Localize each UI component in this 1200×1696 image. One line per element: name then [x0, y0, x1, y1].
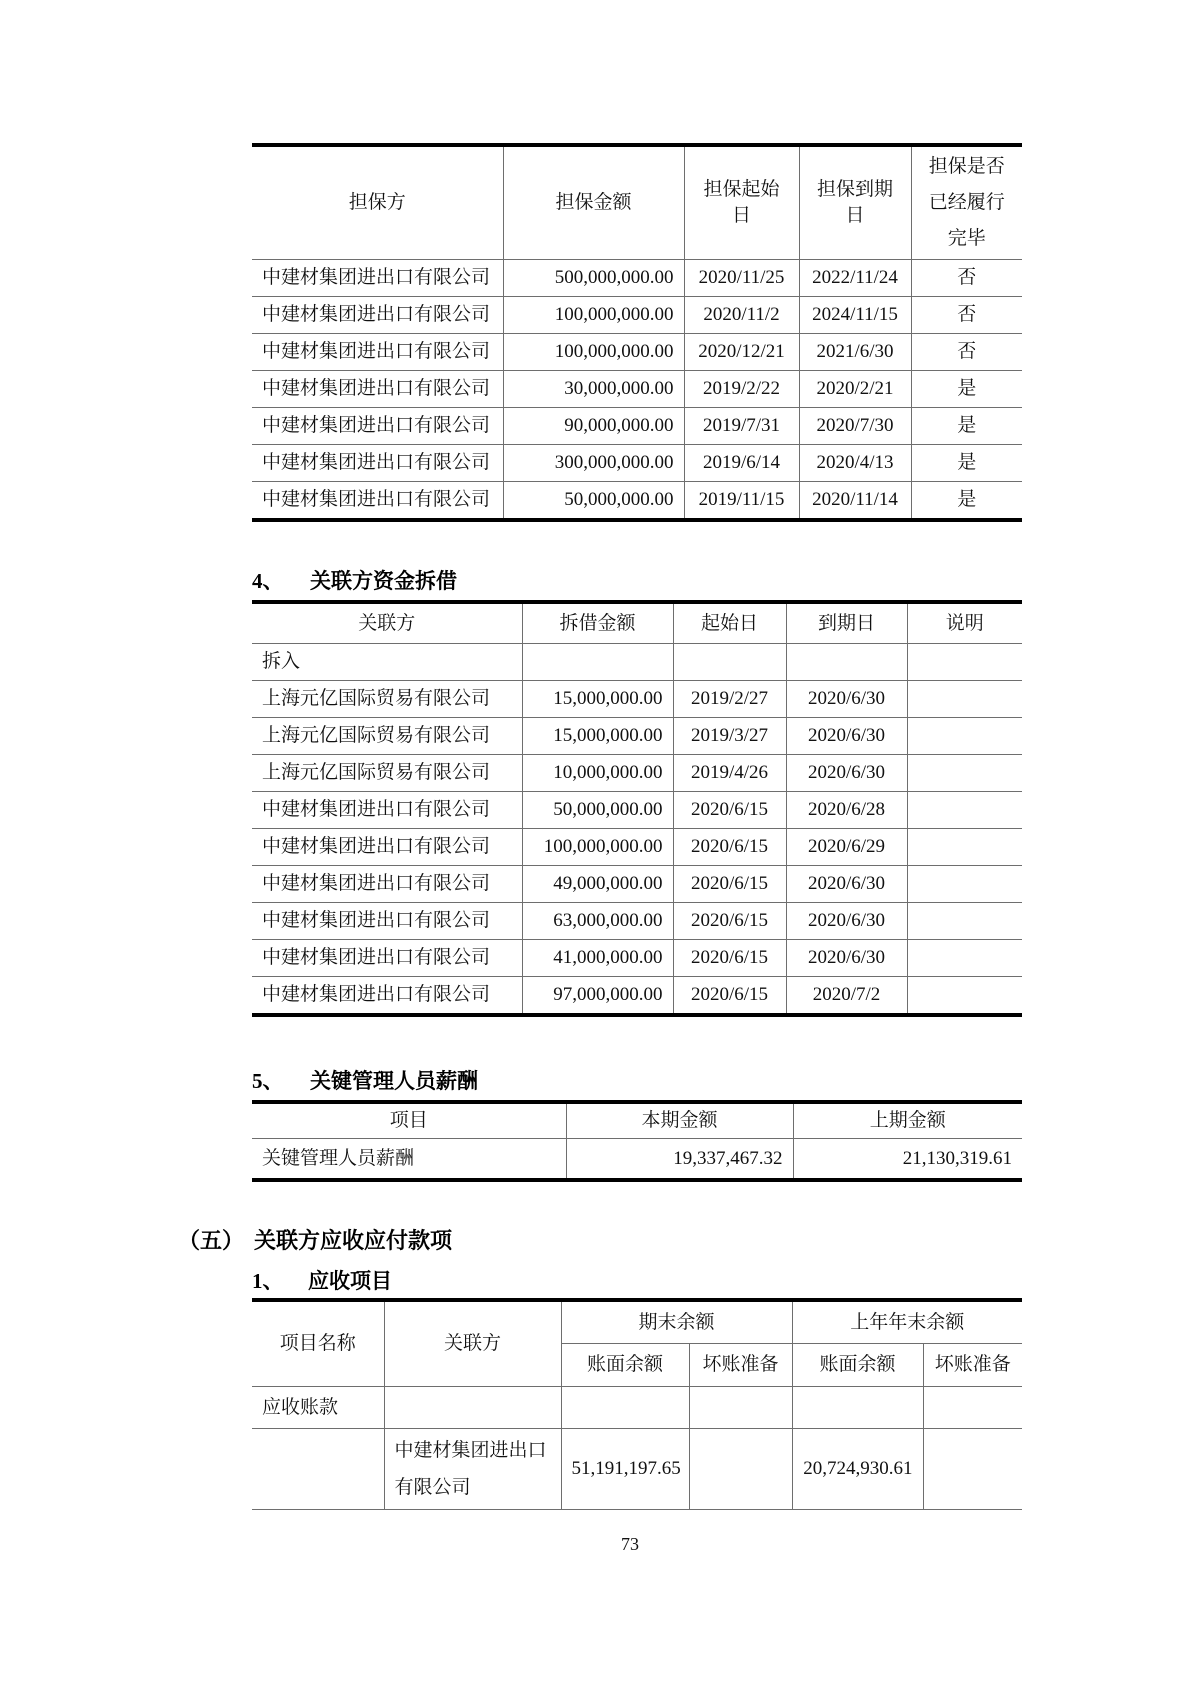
end-date-cell: 2020/6/30 [786, 903, 907, 940]
party-cell: 上海元亿国际贸易有限公司 [252, 755, 522, 792]
guarantee-fulfilled-header [911, 145, 1022, 260]
table-row [252, 408, 1022, 445]
fulfilled-header-line3: 完毕 [947, 228, 986, 249]
end-date-cell: 2021/6/30 [799, 334, 911, 371]
table-row [252, 866, 1022, 903]
note-cell [907, 718, 1022, 755]
table-row [252, 1139, 1022, 1181]
end-date-cell: 2020/7/30 [799, 408, 911, 445]
section-title: 关键管理人员薪酬 [310, 1069, 478, 1093]
amount-cell: 15,000,000.00 [522, 718, 673, 755]
party-cell: 中建材集团进出口有限公司 [252, 829, 522, 866]
ending-baddebt-cell [689, 1387, 792, 1429]
table-header-row [252, 1102, 1022, 1139]
table-row [252, 977, 1022, 1016]
table-row [252, 297, 1022, 334]
amount-cell: 500,000,000.00 [503, 260, 684, 297]
table-header-row [252, 602, 1022, 644]
end-date-cell: 2020/6/30 [786, 940, 907, 977]
guarantor-cell: 中建材集团进出口有限公司 [252, 408, 503, 445]
note-cell [907, 903, 1022, 940]
end-date-cell: 2020/11/14 [799, 482, 911, 521]
guarantor-cell: 中建材集团进出口有限公司 [252, 297, 503, 334]
start-date-cell: 2019/6/14 [684, 445, 799, 482]
ending-book-cell: 51,191,197.65 [561, 1429, 689, 1510]
amount-cell: 63,000,000.00 [522, 903, 673, 940]
amount-cell: 97,000,000.00 [522, 977, 673, 1016]
note-cell [907, 755, 1022, 792]
party-cell: 中建材集团进出口有限公司 [252, 940, 522, 977]
guarantee-table [252, 143, 1022, 522]
end-date-cell: 2020/6/30 [786, 681, 907, 718]
table-row [252, 903, 1022, 940]
section-number: 5、 [252, 1069, 284, 1093]
guarantee-start-header: 担保起始日 [684, 145, 799, 260]
section-title: 关联方资金拆借 [310, 569, 457, 593]
section-heading-receivables-payables [178, 1228, 452, 1254]
guarantor-cell: 中建材集团进出口有限公司 [252, 445, 503, 482]
end-date-cell: 2020/2/21 [799, 371, 911, 408]
amount-cell: 300,000,000.00 [503, 445, 684, 482]
section-number: 4、 [252, 569, 284, 593]
item-header: 项目 [252, 1102, 566, 1139]
guarantee-amount-header: 担保金额 [503, 145, 684, 260]
item-name-cell [252, 1429, 384, 1510]
fulfilled-cell: 是 [911, 371, 1022, 408]
guarantor-cell: 中建材集团进出口有限公司 [252, 371, 503, 408]
note-cell [907, 977, 1022, 1016]
amount-cell: 50,000,000.00 [503, 482, 684, 521]
table-row [252, 1429, 1022, 1510]
end-date-cell: 2024/11/15 [799, 297, 911, 334]
party-cell: 上海元亿国际贸易有限公司 [252, 718, 522, 755]
table-row [252, 940, 1022, 977]
end-date-cell: 2020/6/30 [786, 718, 907, 755]
section-heading-lending [252, 568, 457, 594]
fulfilled-cell: 是 [911, 445, 1022, 482]
prior-year-balance-header: 上年年末余额 [792, 1300, 1022, 1344]
lending-table [252, 600, 1022, 1017]
start-date-cell: 2020/6/15 [673, 977, 786, 1016]
end-date-cell: 2022/11/24 [799, 260, 911, 297]
guarantor-cell: 中建材集团进出口有限公司 [252, 334, 503, 371]
fulfilled-cell: 是 [911, 482, 1022, 521]
amount-cell: 90,000,000.00 [503, 408, 684, 445]
end-date-cell: 2020/6/28 [786, 792, 907, 829]
party-cell: 上海元亿国际贸易有限公司 [252, 681, 522, 718]
table-row [252, 260, 1022, 297]
end-date-cell: 2020/4/13 [799, 445, 911, 482]
prior-book-header: 账面余额 [792, 1344, 923, 1387]
table-header-row [252, 1300, 1022, 1344]
current-amount-cell: 19,337,467.32 [566, 1139, 793, 1181]
group-label-row [252, 644, 1022, 681]
party-cell: 中建材集团进出口有限公司 [252, 977, 522, 1016]
group-label-cell: 拆入 [252, 644, 522, 681]
section-heading-compensation [252, 1068, 478, 1094]
guarantor-cell: 中建材集团进出口有限公司 [252, 482, 503, 521]
start-date-cell: 2019/7/31 [684, 408, 799, 445]
item-cell: 关键管理人员薪酬 [252, 1139, 566, 1181]
item-name-cell: 应收账款 [252, 1387, 384, 1429]
current-period-header: 本期金额 [566, 1102, 793, 1139]
end-date-cell: 2020/6/29 [786, 829, 907, 866]
empty-cell [673, 644, 786, 681]
start-date-cell: 2020/6/15 [673, 940, 786, 977]
end-date-cell: 2020/7/2 [786, 977, 907, 1016]
guarantor-header: 担保方 [252, 145, 503, 260]
start-date-cell: 2020/6/15 [673, 903, 786, 940]
start-date-cell: 2020/12/21 [684, 334, 799, 371]
table-row [252, 829, 1022, 866]
start-date-cell: 2019/3/27 [673, 718, 786, 755]
start-date-cell: 2020/11/2 [684, 297, 799, 334]
empty-cell [522, 644, 673, 681]
prior-period-header: 上期金额 [793, 1102, 1022, 1139]
start-date-cell: 2020/6/15 [673, 792, 786, 829]
table-row [252, 792, 1022, 829]
ending-book-cell [561, 1387, 689, 1429]
party-cell [384, 1387, 561, 1429]
prior-baddebt-header: 坏账准备 [923, 1344, 1022, 1387]
prior-book-cell: 20,724,930.61 [792, 1429, 923, 1510]
ending-balance-header: 期末余额 [561, 1300, 792, 1344]
note-cell [907, 866, 1022, 903]
lending-start-header: 起始日 [673, 602, 786, 644]
party-header: 关联方 [252, 602, 522, 644]
prior-baddebt-cell [923, 1429, 1022, 1510]
lending-note-header: 说明 [907, 602, 1022, 644]
note-cell [907, 792, 1022, 829]
start-date-cell: 2019/11/15 [684, 482, 799, 521]
amount-cell: 41,000,000.00 [522, 940, 673, 977]
section-title: 关联方应收应付款项 [254, 1228, 453, 1253]
prior-amount-cell: 21,130,319.61 [793, 1139, 1022, 1181]
note-cell [907, 940, 1022, 977]
table-row [252, 755, 1022, 792]
party-cell: 中建材集团进出口有限公司 [384, 1429, 561, 1510]
start-date-cell: 2020/6/15 [673, 866, 786, 903]
table-row [252, 371, 1022, 408]
lending-end-header: 到期日 [786, 602, 907, 644]
party-cell: 中建材集团进出口有限公司 [252, 903, 522, 940]
amount-cell: 100,000,000.00 [522, 829, 673, 866]
start-date-cell: 2020/11/25 [684, 260, 799, 297]
end-date-cell: 2020/6/30 [786, 755, 907, 792]
amount-cell: 10,000,000.00 [522, 755, 673, 792]
receivables-table [252, 1298, 1022, 1510]
ending-book-header: 账面余额 [561, 1344, 689, 1387]
item-name-header: 项目名称 [252, 1300, 384, 1387]
section-heading-receivable-items [252, 1268, 392, 1294]
start-date-cell: 2019/2/22 [684, 371, 799, 408]
amount-cell: 100,000,000.00 [503, 334, 684, 371]
page-number: 73 [621, 1534, 639, 1554]
start-date-cell: 2020/6/15 [673, 829, 786, 866]
amount-cell: 15,000,000.00 [522, 681, 673, 718]
section-number: 1、 [252, 1269, 284, 1293]
fulfilled-cell: 是 [911, 408, 1022, 445]
note-cell [907, 829, 1022, 866]
amount-cell: 49,000,000.00 [522, 866, 673, 903]
empty-cell [786, 644, 907, 681]
table-header-row [252, 145, 1022, 260]
table-row [252, 1387, 1022, 1429]
note-cell [907, 681, 1022, 718]
fulfilled-header-line2: 已经履行 [928, 192, 1005, 213]
table-row [252, 445, 1022, 482]
amount-cell: 30,000,000.00 [503, 371, 684, 408]
section-title: 应收项目 [308, 1269, 392, 1293]
party-cell: 中建材集团进出口有限公司 [252, 792, 522, 829]
table-row [252, 718, 1022, 755]
end-date-cell: 2020/6/30 [786, 866, 907, 903]
compensation-table [252, 1100, 1022, 1182]
fulfilled-header-line1: 担保是否 [928, 156, 1005, 177]
amount-cell: 50,000,000.00 [522, 792, 673, 829]
guarantor-cell: 中建材集团进出口有限公司 [252, 260, 503, 297]
ending-baddebt-cell [689, 1429, 792, 1510]
table-row [252, 681, 1022, 718]
fulfilled-cell: 否 [911, 334, 1022, 371]
party-header: 关联方 [384, 1300, 561, 1387]
fulfilled-cell: 否 [911, 297, 1022, 334]
guarantee-end-header: 担保到期日 [799, 145, 911, 260]
amount-cell: 100,000,000.00 [503, 297, 684, 334]
fulfilled-cell: 否 [911, 260, 1022, 297]
empty-cell [907, 644, 1022, 681]
start-date-cell: 2019/4/26 [673, 755, 786, 792]
table-row [252, 482, 1022, 521]
start-date-cell: 2019/2/27 [673, 681, 786, 718]
lending-amount-header: 拆借金额 [522, 602, 673, 644]
party-cell: 中建材集团进出口有限公司 [252, 866, 522, 903]
ending-baddebt-header: 坏账准备 [689, 1344, 792, 1387]
section-number: （五） [178, 1228, 245, 1253]
table-row [252, 334, 1022, 371]
prior-baddebt-cell [923, 1387, 1022, 1429]
prior-book-cell [792, 1387, 923, 1429]
